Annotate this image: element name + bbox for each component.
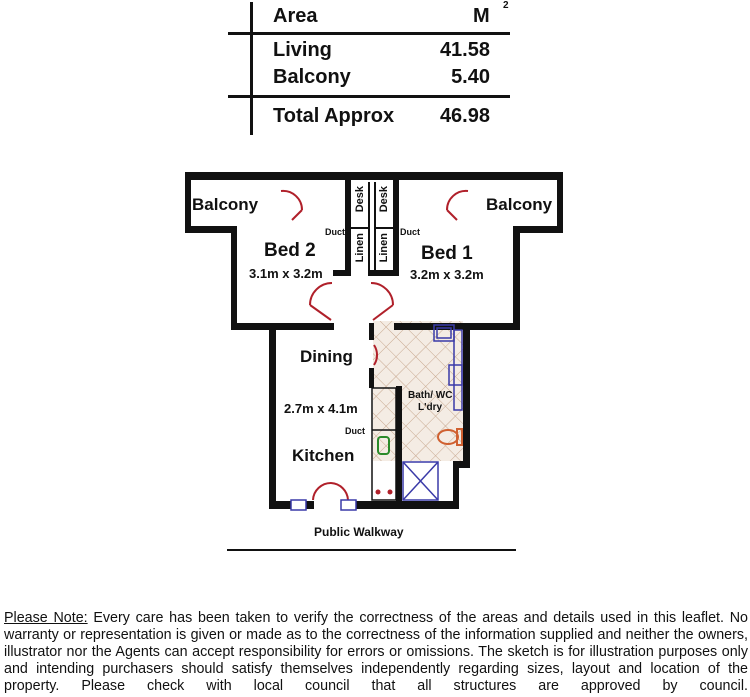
bed2-label: Bed 2 [264, 240, 316, 261]
cooktop-icon [388, 490, 393, 495]
area-total-value: 46.98 [439, 105, 490, 127]
kitchen-label: Kitchen [292, 446, 355, 465]
bath-label-line2: L'dry [418, 402, 443, 413]
walkway-line [227, 549, 516, 551]
walkway-label: Public Walkway [314, 525, 404, 539]
wall-bed2-bottom [231, 323, 334, 330]
note-heading: Please Note: [4, 610, 88, 626]
wall-bath-left [369, 323, 374, 340]
balcony-left-label: Balcony [192, 195, 259, 214]
desk-label-left: Desk [354, 186, 366, 213]
entry-window [291, 500, 356, 510]
dining-dimensions: 2.7m x 4.1m [284, 401, 358, 416]
desk-label-right: Desk [378, 186, 390, 213]
wall-bath-left-bottom [396, 386, 402, 508]
wall-bath-left-low [369, 368, 374, 388]
wall-kitchen-left [269, 323, 276, 509]
bed1-dimensions: 3.2m x 3.2m [410, 267, 484, 282]
balcony-right-label: Balcony [486, 195, 553, 214]
linen-label-left: Linen [354, 233, 366, 263]
wall-bath-right [463, 323, 470, 468]
wall-bath-step [453, 461, 459, 509]
bed1-label: Bed 1 [421, 243, 473, 264]
shower [403, 462, 438, 500]
area-row-living-label: Living [273, 39, 332, 61]
wall-left-balcony-bottom [185, 226, 237, 233]
wall-right-balcony-outer [557, 172, 563, 230]
wall-bed1-left [393, 180, 399, 276]
dining-label: Dining [300, 347, 353, 366]
wall-hall-top [333, 270, 350, 276]
duct-label-left: Duct [325, 227, 345, 237]
wall-top [185, 172, 563, 180]
wall-bottom-left [269, 501, 291, 509]
area-row-living-value: 41.58 [439, 39, 490, 61]
wall-left-balcony-outer [185, 172, 191, 230]
wall-bottom-mid [306, 501, 314, 509]
wall-hall-top-r [368, 270, 399, 276]
area-total-label: Total Approx [273, 105, 395, 127]
area-row-balcony-value: 5.40 [451, 66, 490, 88]
area-row-balcony-label: Balcony [273, 66, 351, 88]
wall-bed1-bottom [394, 323, 520, 330]
cooktop-icon [376, 490, 381, 495]
wall-bed2-right [345, 180, 351, 276]
note-body: Every care has been taken to verify the correctness of the areas and details used in this leaflet. No warranty or representation is given or made as to the correctness of the information supplied and neither the owners, illustrator nor the Agents can accept responsibility for errors or omissions. The sketch is for illustration purposes only and intending purchasers should satisfy themselves independently regarding sizes, layout and location of the property. Please check with local council that all structures are approved by council. [4, 610, 748, 694]
wall-right-balcony-bottom [513, 226, 563, 233]
linen-label-right: Linen [378, 233, 390, 263]
wall-bottom-right [356, 501, 453, 509]
area-header-label: Area [273, 5, 318, 27]
area-header-unit-sup: 2 [503, 0, 509, 11]
wall-bed1-right [513, 226, 520, 330]
duct-label-kitchen: Duct [345, 426, 365, 436]
bed2-dimensions: 3.1m x 3.2m [249, 266, 323, 281]
area-header-unit: M [473, 5, 490, 27]
disclaimer-note [4, 610, 748, 695]
duct-label-right: Duct [400, 227, 420, 237]
bath-label-line1: Bath/ WC [408, 390, 453, 401]
wall-bed2-left [231, 226, 237, 330]
